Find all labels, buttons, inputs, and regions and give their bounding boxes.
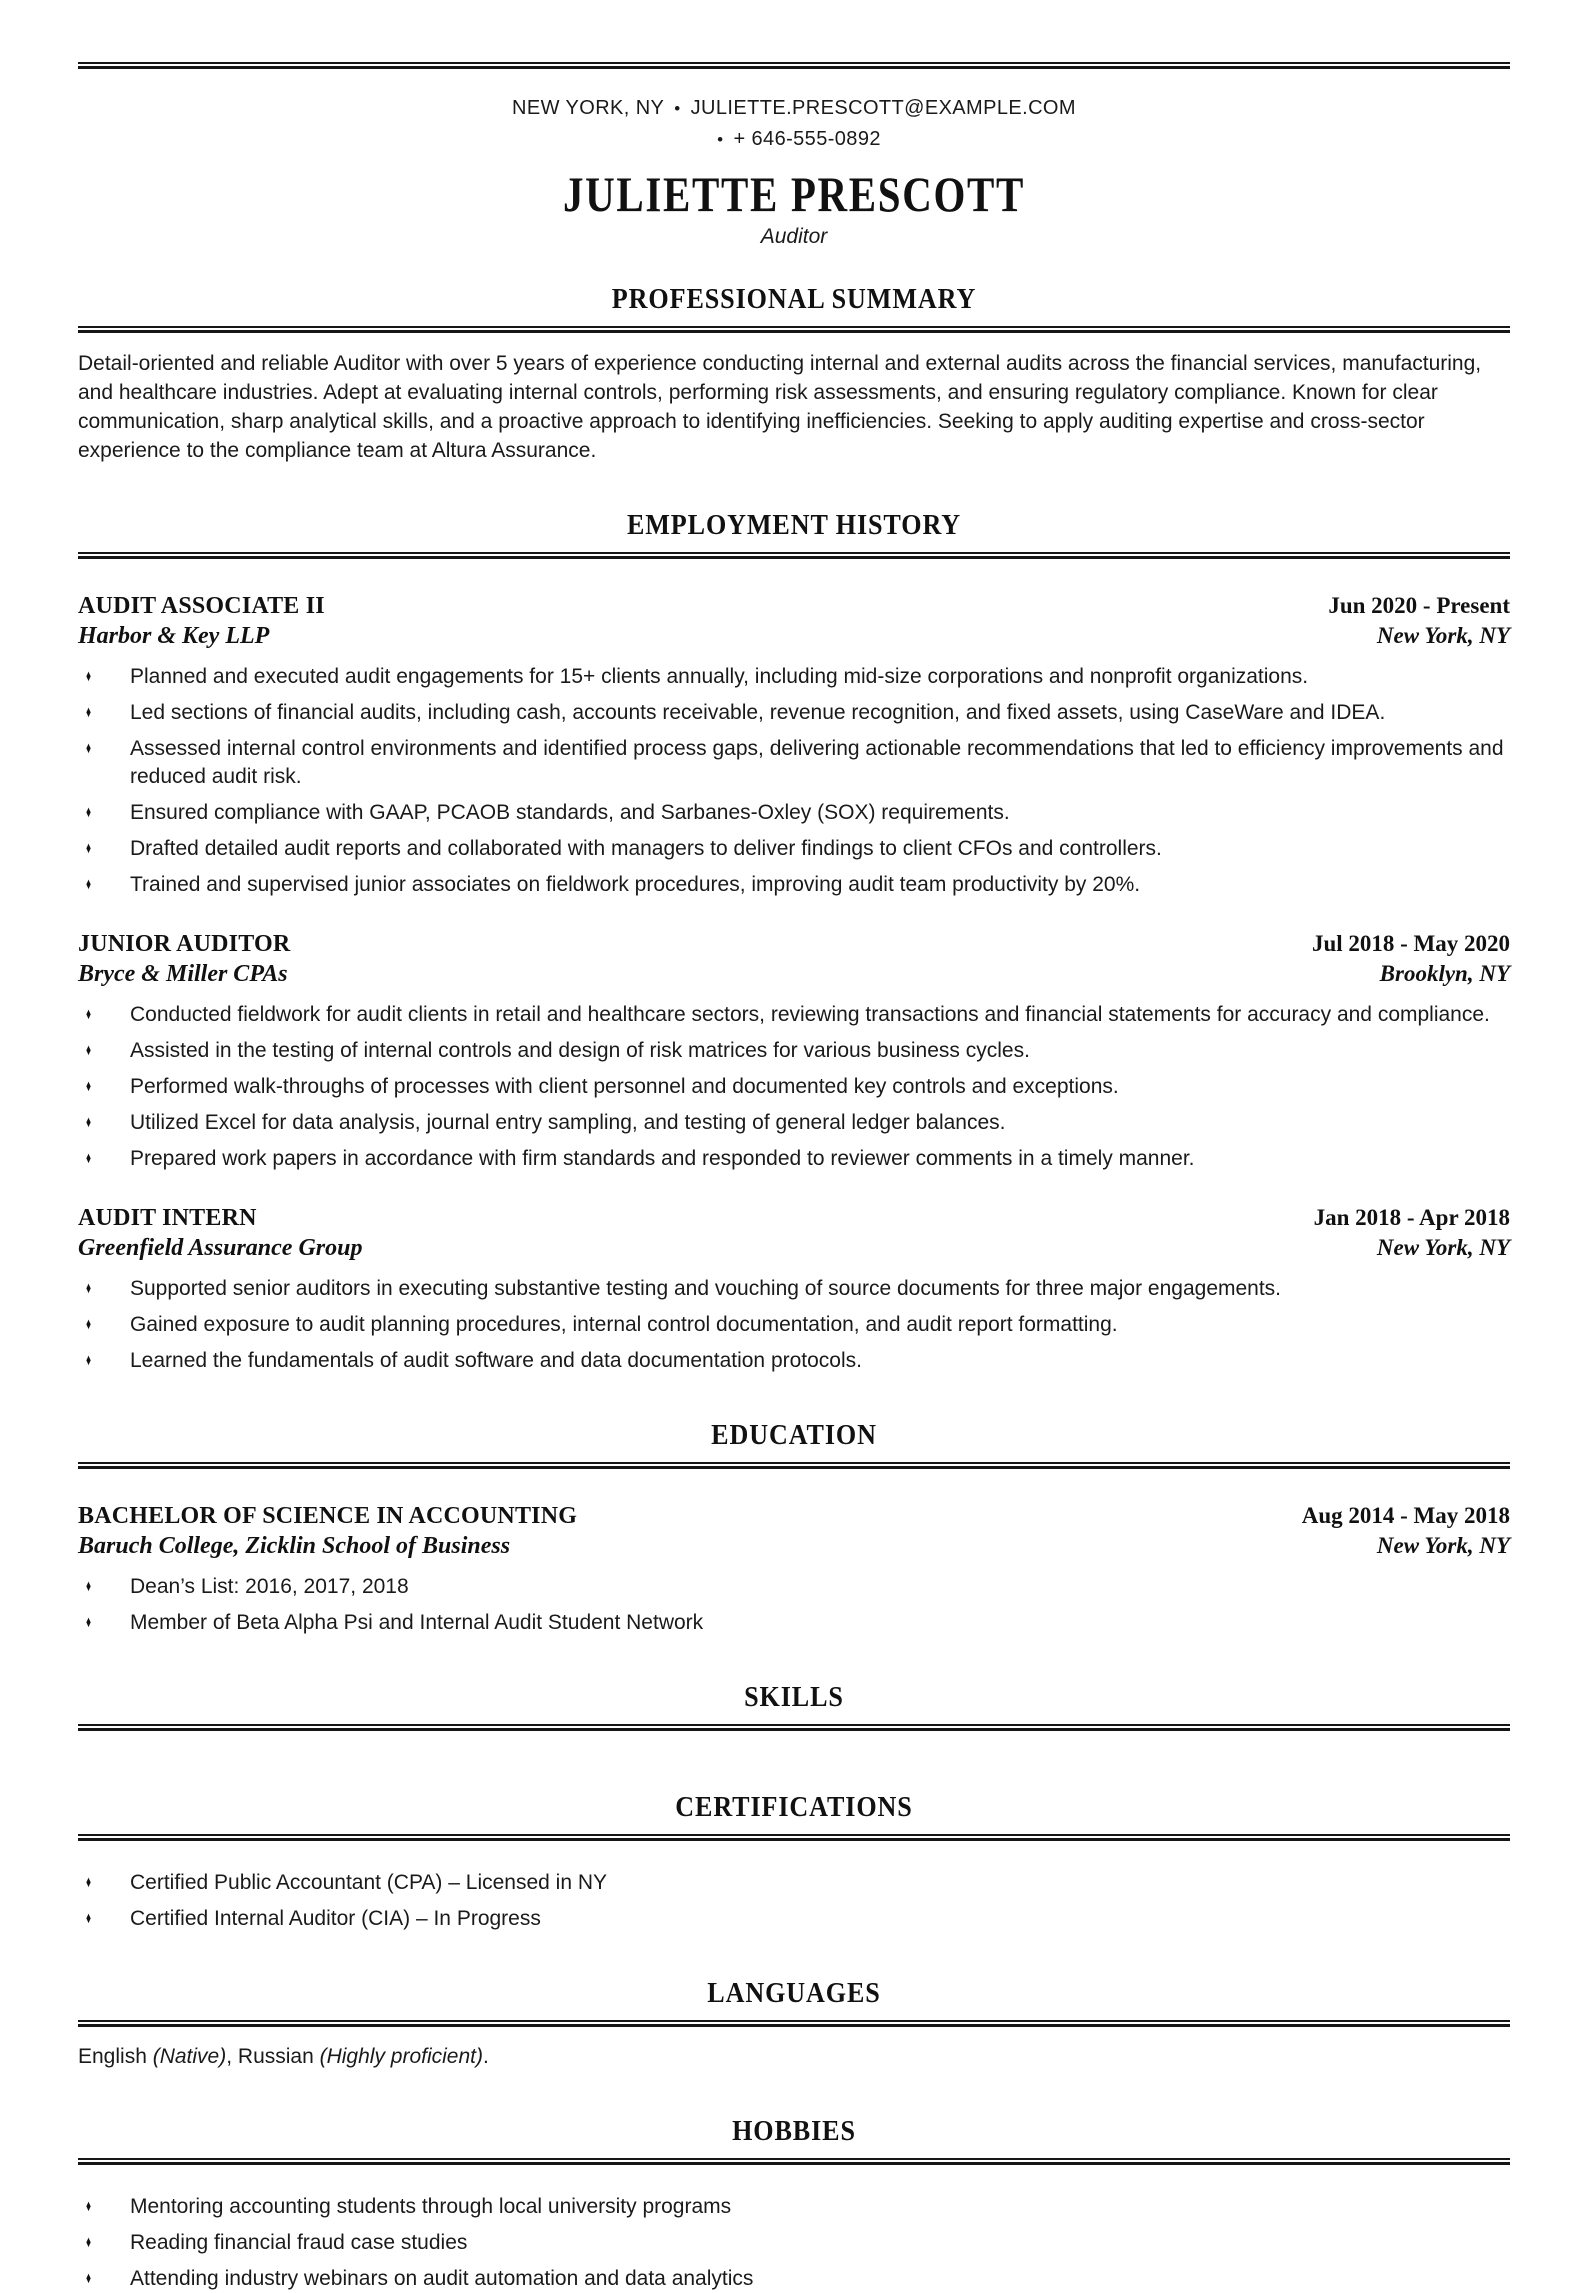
contact-email: JULIETTE.PRESCOTT@EXAMPLE.COM: [690, 97, 1076, 119]
bullet-item: [84, 2265, 1510, 2293]
education-heading: EDUCATION: [711, 1419, 877, 1451]
education-section: [78, 1419, 1510, 1637]
contact-phone: + 646-555-0892: [733, 128, 881, 150]
education-entry: [78, 1501, 1510, 1637]
section-divider: [78, 1834, 1510, 1841]
bullet-text: Drafted detailed audit reports and collaborated with managers to deliver findings to client CFOs and controllers.: [130, 837, 1162, 860]
section-divider: [78, 1462, 1510, 1469]
summary-heading: PROFESSIONAL SUMMARY: [611, 283, 977, 315]
job-header-left: [78, 1203, 362, 1263]
bullet-item: [84, 1145, 1510, 1173]
bullet-text: Supported senior auditors in executing substantive testing and vouching of source documents for three major engagements.: [130, 1277, 1282, 1300]
bullet-item: [84, 1037, 1510, 1065]
top-divider: [78, 62, 1510, 69]
job-location: Brooklyn, NY: [1379, 961, 1510, 986]
section-divider: [78, 326, 1510, 333]
job-header-right: [1328, 591, 1510, 651]
section-divider: [78, 552, 1510, 559]
bullet-text: Prepared work papers in accordance with firm standards and responded to reviewer comments in a timely manner.: [130, 1147, 1195, 1170]
job-company: Harbor & Key LLP: [78, 623, 270, 649]
employment-section: [78, 509, 1510, 1375]
bullet-item: [84, 1001, 1510, 1029]
bullet-text: Utilized Excel for data analysis, journal entry sampling, and testing of general ledger balances.: [130, 1111, 1006, 1134]
bullet-text: Assessed internal control environments and identified process gaps, delivering actionable recommendations that led to efficiency improvements and reduced audit risk.: [130, 737, 1504, 788]
bullet-item: [84, 2229, 1510, 2257]
education-location: New York, NY: [1376, 1533, 1510, 1558]
job-dates: Jan 2018 - Apr 2018: [1313, 1205, 1510, 1230]
bullet-item: [84, 1609, 1510, 1637]
bullet-item: [84, 1311, 1510, 1339]
bullet-item: [84, 735, 1510, 791]
job-location: New York, NY: [1376, 1235, 1510, 1260]
job-header-right: [1314, 1203, 1510, 1263]
job-header-right: [1312, 929, 1510, 989]
section-divider: [78, 2020, 1510, 2027]
hobbies-bullet-list: [84, 2193, 1510, 2293]
job-company: Bryce & Miller CPAs: [78, 961, 288, 987]
bullet-text: Attending industry webinars on audit automation and data analytics: [130, 2267, 754, 2290]
languages-section: [78, 1977, 1510, 2071]
job-list: [78, 559, 1510, 1375]
certifications-section: [78, 1791, 1510, 1933]
bullet-text: Certified Public Accountant (CPA) – Licensed in NY: [130, 1871, 608, 1894]
bullet-item: [84, 1869, 1510, 1897]
job-entry: [78, 1203, 1510, 1375]
job-bullet-list: [84, 1001, 1510, 1173]
skills-lines: [78, 1731, 1510, 1747]
job-company: Greenfield Assurance Group: [78, 1235, 363, 1261]
bullet-text: Reading financial fraud case studies: [130, 2231, 468, 2254]
summary-text: Detail-oriented and reliable Auditor with over 5 years of experience conducting internal and external audits across the financial services, manufacturing, and healthcare industries. Adept at evaluating internal controls, performing risk assessments, and ensuring regulatory compliance. Known for clear communication, sharp analytical skills, and a proactive approach to identifying inefficiencies. Seeking to apply auditing expertise and cross-sector experience to the compliance team at Altura Assurance.: [78, 352, 1482, 462]
bullet-text: Dean’s List: 2016, 2017, 2018: [130, 1575, 409, 1598]
job-dates: Jul 2018 - May 2020: [1311, 931, 1510, 956]
job-title: AUDIT ASSOCIATE II: [78, 593, 325, 619]
candidate-name: JULIETTE PRESCOTT: [563, 166, 1025, 222]
job-entry: [78, 591, 1510, 899]
education-dates: Aug 2014 - May 2018: [1301, 1503, 1510, 1528]
job-header: [78, 1203, 1510, 1263]
bullet-item: [84, 699, 1510, 727]
bullet-text: Ensured compliance with GAAP, PCAOB standards, and Sarbanes-Oxley (SOX) requirements.: [130, 801, 1010, 824]
section-divider: [78, 2158, 1510, 2165]
education-bullet-list: [84, 1573, 1510, 1637]
bullet-item: [84, 835, 1510, 863]
candidate-role: Auditor: [760, 225, 828, 248]
job-header: [78, 929, 1510, 989]
certifications-heading: CERTIFICATIONS: [675, 1791, 913, 1823]
bullet-item: [84, 1109, 1510, 1137]
job-header-left: [78, 929, 290, 989]
job-title: AUDIT INTERN: [78, 1205, 257, 1231]
certifications-bullet-list: [84, 1869, 1510, 1933]
bullet-text: Performed walk-throughs of processes with client personnel and documented key controls and exceptions.: [130, 1075, 1119, 1098]
bullet-text: Trained and supervised junior associates on fieldwork procedures, improving audit team productivity by 20%.: [130, 873, 1141, 896]
job-bullet-list: [84, 663, 1510, 899]
bullet-item: [84, 1275, 1510, 1303]
contact-location: NEW YORK, NY: [512, 97, 665, 119]
job-location: New York, NY: [1376, 623, 1510, 648]
resume-header: [78, 93, 1510, 249]
education-school: Baruch College, Zicklin School of Business: [78, 1533, 511, 1559]
bullet-text: Planned and executed audit engagements for 15+ clients annually, including mid-size corporations and nonprofit organizations.: [130, 665, 1309, 688]
job-title: JUNIOR AUDITOR: [78, 931, 291, 957]
skills-section: [78, 1681, 1510, 1747]
bullet-item: [84, 799, 1510, 827]
job-bullet-list: [84, 1275, 1510, 1375]
summary-section: [78, 283, 1510, 465]
bullet-item: [84, 663, 1510, 691]
education-header-right: [1302, 1501, 1510, 1561]
job-header: [78, 591, 1510, 651]
job-header-left: [78, 591, 325, 651]
employment-heading: EMPLOYMENT HISTORY: [626, 509, 962, 541]
contact-line-2: [78, 124, 1510, 155]
bullet-item: [84, 2193, 1510, 2221]
contact-line-1: [78, 93, 1510, 124]
bullet-item: [84, 1573, 1510, 1601]
bullet-item: [84, 871, 1510, 899]
hobbies-heading: HOBBIES: [732, 2115, 856, 2147]
bullet-text: Member of Beta Alpha Psi and Internal Audit Student Network: [130, 1611, 704, 1634]
bullet-text: Mentoring accounting students through local university programs: [130, 2195, 732, 2218]
contact-separator-dot: •: [674, 99, 681, 118]
bullet-item: [84, 1073, 1510, 1101]
bullet-text: Learned the fundamentals of audit software and data documentation protocols.: [130, 1349, 862, 1372]
bullet-item: [84, 1347, 1510, 1375]
job-entry: [78, 929, 1510, 1173]
contact-separator-dot-2: •: [717, 130, 724, 149]
bullet-text: Assisted in the testing of internal controls and design of risk matrices for various business cycles.: [130, 1039, 1030, 1062]
education-degree: BACHELOR OF SCIENCE IN ACCOUNTING: [78, 1503, 578, 1529]
job-dates: Jun 2020 - Present: [1328, 593, 1510, 618]
education-header-left: [78, 1501, 577, 1561]
skills-heading: SKILLS: [744, 1681, 844, 1713]
languages-line: English (Native), Russian (Highly proficient).: [78, 2045, 489, 2068]
languages-heading: LANGUAGES: [707, 1977, 881, 2009]
bullet-item: [84, 1905, 1510, 1933]
bullet-text: Conducted fieldwork for audit clients in retail and healthcare sectors, reviewing transactions and financial statements for accuracy and compliance.: [130, 1003, 1490, 1026]
section-divider: [78, 1724, 1510, 1731]
education-header: [78, 1501, 1510, 1561]
bullet-text: Certified Internal Auditor (CIA) – In Progress: [130, 1907, 541, 1930]
bullet-text: Led sections of financial audits, including cash, accounts receivable, revenue recognition, and fixed assets, using CaseWare and IDEA.: [130, 701, 1386, 724]
hobbies-section: [78, 2115, 1510, 2293]
bullet-text: Gained exposure to audit planning procedures, internal control documentation, and audit report formatting.: [130, 1313, 1118, 1336]
